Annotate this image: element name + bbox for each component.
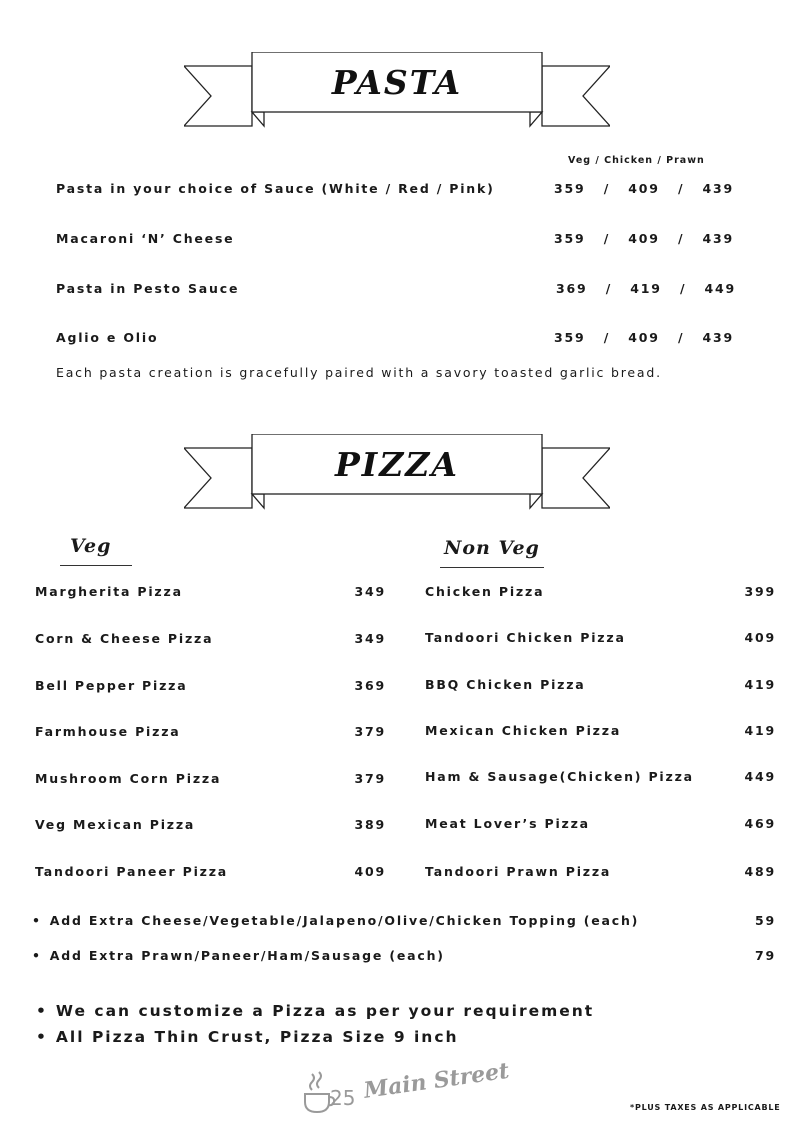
nonveg-pizza-price: 469 [744,816,776,831]
pasta-item-price [554,231,734,246]
veg-pizza-price: 389 [354,817,386,832]
veg-pizza-price: 409 [354,864,386,879]
pizza-banner [184,434,610,510]
nonveg-heading: Non Veg [444,537,540,559]
nonveg-pizza-price: 449 [744,769,776,784]
nonveg-pizza-name: BBQ Chicken Pizza [425,677,586,692]
nonveg-pizza-price: 399 [744,584,776,599]
extra-topping-item: • Add Extra Prawn/Paneer/Ham/Sausage (each) [32,948,445,963]
veg-pizza-price: 379 [354,771,386,786]
veg-pizza-name: Veg Mexican Pizza [35,817,196,832]
prawn-price: 439 [702,231,734,246]
chicken-price: 409 [628,330,660,345]
price-separator: / [603,330,611,345]
veg-pizza-name: Farmhouse Pizza [35,724,181,739]
price-separator: / [677,330,685,345]
veg-pizza-name: Bell Pepper Pizza [35,678,188,693]
price-separator: / [679,281,687,296]
logo-text: Main Street [362,1057,511,1104]
veg-pizza-name: Corn & Cheese Pizza [35,631,214,646]
veg-price: 359 [554,181,586,196]
pasta-title: PASTA [331,62,463,102]
pizza-note: • All Pizza Thin Crust, Pizza Size 9 inch [36,1028,459,1046]
price-separator: / [677,231,685,246]
pasta-item-name: Pasta in Pesto Sauce [56,281,240,296]
veg-price: 369 [556,281,588,296]
nonveg-pizza-name: Meat Lover’s Pizza [425,816,590,831]
pasta-item-price [556,281,736,296]
pizza-note: • We can customize a Pizza as per your requirement [36,1002,594,1020]
veg-heading-underline [60,565,132,566]
nonveg-pizza-price: 419 [744,677,776,692]
veg-price: 359 [554,330,586,345]
price-separator: / [605,281,613,296]
nonveg-pizza-price: 489 [744,864,776,879]
veg-pizza-price: 379 [354,724,386,739]
veg-pizza-name: Mushroom Corn Pizza [35,771,222,786]
pasta-price-header: Veg / Chicken / Prawn [568,155,705,166]
pasta-note: Each pasta creation is gracefully paired with a savory toasted garlic bread. [56,365,662,380]
veg-pizza-price: 349 [354,631,386,646]
veg-pizza-name: Tandoori Paneer Pizza [35,864,229,879]
nonveg-heading-underline [440,567,544,568]
veg-heading: Veg [70,535,112,557]
veg-pizza-price: 349 [354,584,386,599]
footer-logo [302,1057,511,1116]
pasta-banner [184,52,610,128]
nonveg-pizza-name: Chicken Pizza [425,584,545,599]
pasta-item-price [554,181,734,196]
prawn-price: 439 [702,181,734,196]
chicken-price: 419 [630,281,662,296]
price-separator: / [677,181,685,196]
nonveg-pizza-name: Mexican Chicken Pizza [425,723,622,738]
nonveg-pizza-price: 409 [744,630,776,645]
chicken-price: 409 [628,181,660,196]
tax-note: *PLUS TAXES AS APPLICABLE [630,1103,781,1112]
prawn-price: 439 [702,330,734,345]
pasta-item-name: Aglio e Olio [56,330,159,345]
pasta-item-name: Pasta in your choice of Sauce (White / Red / Pink) [56,181,495,196]
prawn-price: 449 [704,281,736,296]
chicken-price: 409 [628,231,660,246]
price-separator: / [603,231,611,246]
pasta-item-price [554,330,734,345]
extra-topping-price: 59 [755,913,776,928]
veg-pizza-name: Margherita Pizza [35,584,183,599]
pizza-title: PIZZA [334,444,460,484]
veg-price: 359 [554,231,586,246]
nonveg-pizza-price: 419 [744,723,776,738]
logo-number: 25 [330,1086,356,1110]
extra-topping-item: • Add Extra Cheese/Vegetable/Jalapeno/Olive/Chicken Topping (each) [32,913,639,928]
nonveg-pizza-name: Ham & Sausage(Chicken) Pizza [425,769,694,784]
veg-pizza-price: 369 [354,678,386,693]
nonveg-pizza-name: Tandoori Chicken Pizza [425,630,626,645]
pasta-item-name: Macaroni ‘N’ Cheese [56,231,235,246]
price-separator: / [603,181,611,196]
nonveg-pizza-name: Tandoori Prawn Pizza [425,864,612,879]
extra-topping-price: 79 [755,948,776,963]
